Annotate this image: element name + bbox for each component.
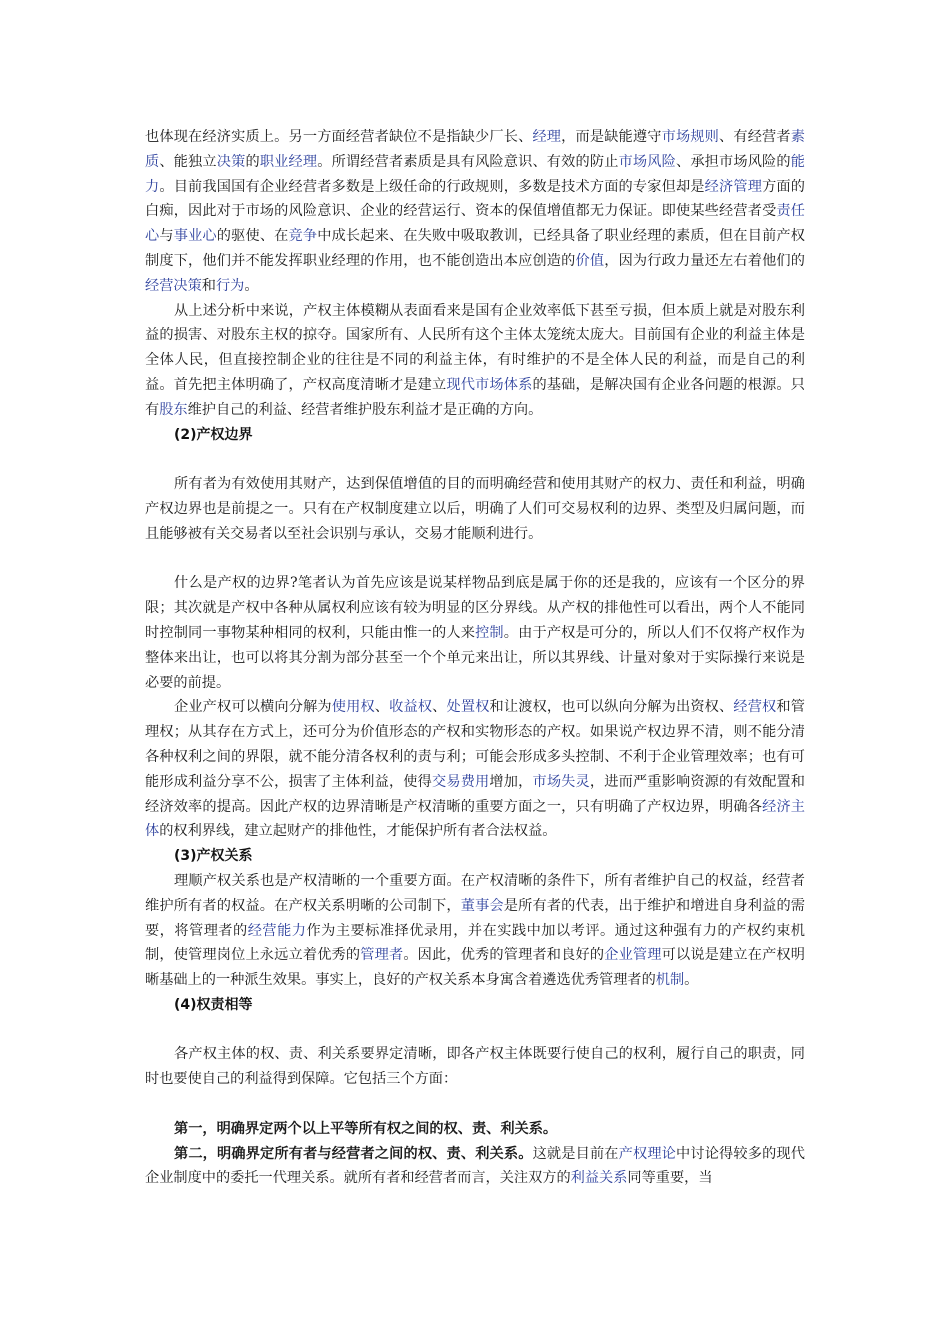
bold-lead-text: 第二，明确界定所有者与经营者之间的权、责、利关系。 — [174, 1145, 533, 1162]
document-body — [145, 125, 805, 1191]
body-paragraph — [145, 1142, 805, 1192]
paragraph-spacer — [145, 547, 805, 572]
term-link[interactable]: 控制 — [475, 624, 504, 641]
term-link[interactable]: 交易费用 — [432, 773, 490, 790]
text-run: 、 — [432, 699, 447, 716]
term-link[interactable]: 行为 — [215, 277, 245, 294]
paragraph-spacer — [145, 447, 805, 472]
body-paragraph — [145, 1117, 805, 1142]
text-run: 。所谓经营者素质是具有风险意识、有效的防止 — [317, 153, 619, 170]
term-link[interactable]: 经营决策 — [145, 277, 202, 294]
term-link[interactable]: 经理 — [532, 129, 562, 145]
paragraph-spacer — [145, 1018, 805, 1043]
term-link[interactable]: 竞争 — [288, 228, 318, 245]
text-run: 从上述分析中来说，产权主体模糊从表面看来是国有企业效率低下甚至亏损，但本质上就是对股东利益的损害、对股东主权的掠夺。国家所有、人民所有这个主体太笼统太庞大。目前国有企业的利益主体是全体人民，但直接控制企业的往往是不同的利益主体，有时维护的不是全体人民的利益，而是自己的利益。首先把主体明确了，产权高度清晰才是建立 — [145, 302, 805, 393]
text-run: 和管理权；从其存在方式上，还可分为价值形态的产权和实物形态的产权。如果说产权边界不清，则不能分清各种权利之间的界限，就不能分清各权利的责与利；可能会形成多头控制、不利于企业管理效率；也有可能形成利益分享不公，损害了主体利益，使得 — [145, 699, 805, 790]
text-run: ，而是缺能遵守 — [561, 129, 662, 145]
term-link[interactable]: 责任心 — [145, 203, 805, 245]
bold-lead-text: 第一，明确界定两个以上平等所有权之间的权、责、利关系。 — [174, 1120, 558, 1137]
text-run: 、 — [374, 699, 390, 716]
text-run: 也体现在经济实质上。另一方面经营者缺位不是指缺少厂长、 — [145, 129, 533, 145]
text-run: 理顺产权关系也是产权清晰的一个重要方面。在产权清晰的条件下，所有者维护自己的权益，经营者维护所有者的权益。在产权关系明晰的公司制下， — [145, 872, 805, 914]
text-run: 。因此，优秀的管理者和良好的 — [403, 947, 605, 964]
text-run: 。由于产权是可分的，所以人们不仅将产权作为整体来出让，也可以将其分割为部分甚至一个个单元来出让，所以其界线、计量对象对于实际操行来说是必要的前提。 — [145, 624, 805, 691]
term-link[interactable]: 使用权 — [331, 699, 375, 716]
body-paragraph — [145, 571, 805, 695]
body-paragraph — [145, 1042, 805, 1092]
term-link[interactable]: 产权理论 — [618, 1145, 677, 1162]
term-link[interactable]: 经营能力 — [247, 922, 307, 939]
term-link[interactable]: 市场风险 — [618, 153, 676, 170]
term-link[interactable]: 现代市场体系 — [446, 376, 533, 393]
term-link[interactable]: 决策 — [216, 153, 246, 170]
text-run: 什么是产权的边界?笔者认为首先应该是说某样物品到底是属于你的还是我的，应该有一个区分的界限；其次就是产权中各种从属权利应该有较为明显的区分界线。从产权的排他性可以看出，两个人不能同时控制同一事物某种相同的权利，只能由惟一的人来 — [145, 575, 805, 641]
text-run: 企业产权可以横向分解为 — [174, 699, 332, 716]
body-paragraph — [145, 299, 805, 423]
paragraph-spacer — [145, 1092, 805, 1117]
term-link[interactable]: 能力 — [145, 153, 805, 195]
term-link[interactable]: 职业经理 — [259, 153, 318, 170]
body-paragraph — [145, 472, 805, 546]
section-heading: (4)权责相等 — [174, 996, 253, 1013]
text-run: 。 — [244, 277, 259, 294]
term-link[interactable]: 管理者 — [360, 947, 404, 964]
text-run: 中成长起来、在失败中吸取教训，已经具备了职业经理的素质，但在目前产权制度下，他们并不能发挥职业经理的作用，也不能创造出本应创造的 — [145, 228, 805, 269]
section-heading: (3)产权关系 — [174, 848, 253, 865]
text-run: 方面的白痴，因此对于市场的风险意识、企业的经营运行、资本的保值增值都无力保证。即使某些经营者受 — [145, 178, 805, 220]
term-link[interactable]: 经济管理 — [704, 178, 763, 195]
text-run: 、能独立 — [159, 153, 217, 170]
text-run: 是所有者的代表，出于维护和增进自身利益的需要，将管理者的 — [145, 897, 805, 939]
term-link[interactable]: 处置权 — [446, 699, 490, 716]
text-run: 中讨论得较多的现代企业制度中的委托一代理关系。就所有者和经营者而言，关注双方的 — [145, 1145, 805, 1187]
text-run: 与 — [159, 228, 174, 245]
text-run: 所有者为有效使用其财产，达到保值增值的目的而明确经营和使用其财产的权力、责任和利益，明确产权边界也是前提之一。只有在产权制度建立以后，明确了人们可交易权利的边界、类型及归属问题，而且能够被有关交易者以至社会识别与承认，交易才能顺利进行。 — [145, 476, 805, 542]
text-run: 、承担市场风险的 — [675, 153, 791, 170]
term-link[interactable]: 企业管理 — [604, 947, 662, 964]
term-link[interactable]: 市场规则 — [661, 129, 719, 145]
term-link[interactable]: 利益关系 — [570, 1170, 628, 1187]
text-run: 的基础，是解决国有企业各问题的根源。只有 — [145, 376, 805, 418]
text-run: 的权利界线，建立起财产的排他性，才能保护所有者合法权益。 — [159, 823, 557, 840]
text-run: 这就是目前在 — [532, 1145, 619, 1162]
term-link[interactable]: 经济主体 — [145, 798, 805, 840]
text-run: 。目前我国国有企业经营者多数是上级任命的行政规则，多数是技术方面的专家但却是 — [159, 178, 705, 195]
term-link[interactable]: 董事会 — [460, 897, 504, 914]
term-link[interactable]: 事业心 — [173, 228, 217, 245]
body-paragraph — [145, 869, 805, 993]
text-run: 同等重要，当 — [627, 1170, 713, 1187]
text-run: 、有经营者 — [719, 129, 791, 145]
text-run: ，因为行政力量还左右着他们的 — [604, 252, 805, 269]
text-run: 增加， — [489, 773, 533, 790]
text-run: 的驱使、在 — [216, 228, 289, 245]
text-run: 和让渡权，也可以纵向分解为出资权、 — [489, 699, 734, 716]
term-link[interactable]: 价值 — [575, 252, 605, 269]
text-run: 作为主要标准择优录用，并在实践中加以考评。通过这种强有力的产权约束机制，使管理岗位上永远立着优秀的 — [145, 922, 805, 964]
term-link[interactable]: 机制 — [655, 972, 685, 989]
text-run: ，进而严重影响资源的有效配置和经济效率的提高。因此产权的边界清晰是产权清晰的重要方面之一，只有明确了产权边界，明确各 — [145, 773, 805, 815]
section-heading: (2)产权边界 — [174, 426, 253, 443]
text-run: 的 — [245, 153, 260, 170]
body-paragraph — [145, 125, 805, 299]
term-link[interactable]: 股东 — [159, 401, 188, 418]
text-run: 。 — [684, 972, 699, 989]
body-paragraph — [145, 695, 805, 844]
text-run: 各产权主体的权、责、利关系要界定清晰，即各产权主体既要行使自己的权利，履行自己的职责，同时也要使自己的利益得到保障。它包括三个方面： — [145, 1046, 805, 1088]
text-run: 可以说是建立在产权明晰基础上的一种派生效果。事实上，良好的产权关系本身寓含着遴选优秀管理者的 — [145, 947, 805, 989]
term-link[interactable]: 经营权 — [733, 699, 777, 716]
term-link[interactable]: 市场失灵 — [532, 773, 590, 790]
term-link[interactable]: 收益权 — [389, 699, 433, 716]
term-link[interactable]: 素质 — [145, 129, 805, 170]
text-run: 和 — [201, 277, 216, 294]
text-run: 维护自己的利益、经营者维护股东利益才是正确的方向。 — [187, 401, 543, 418]
